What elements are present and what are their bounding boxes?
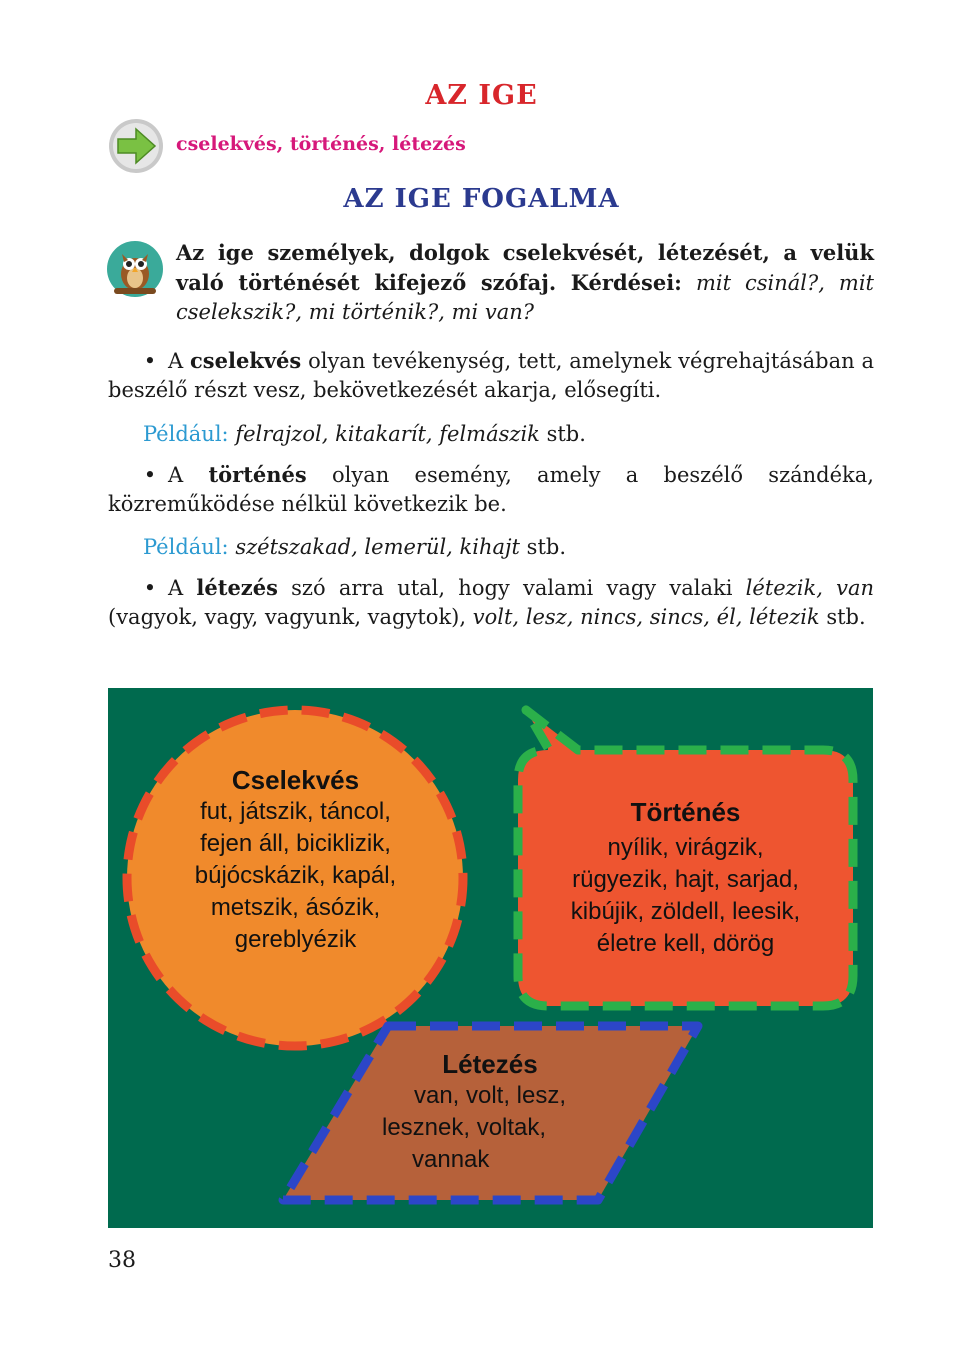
bullet-prefix: A	[168, 349, 184, 373]
bullet-tortenes	[108, 460, 874, 519]
bullet-text: szó arra utal, hogy valami vagy valaki	[291, 576, 733, 600]
bullet-dot: •	[143, 349, 157, 373]
cselekves-box	[148, 764, 443, 956]
tortenes-line: nyílik, virágzik,	[607, 834, 764, 861]
page-title: AZ IGE	[425, 80, 538, 111]
tortenes-line: rügyezik, hajt, sarjad,	[572, 866, 799, 893]
bullet-italic: létezik, van	[745, 576, 874, 600]
cselekves-line: bújócskázik, kapál,	[194, 862, 397, 889]
bullet-letezes	[108, 573, 874, 632]
example-suffix: stb.	[526, 535, 567, 559]
bullet-prefix: A	[168, 576, 184, 600]
example-suffix: stb.	[546, 422, 586, 446]
letezes-box	[370, 1048, 610, 1176]
definition-questions: mit csinál?, mit cselekszik?, mi történik?, mi van?	[176, 271, 874, 324]
example-cselekves	[143, 420, 586, 449]
subtitle: cselekvés, történés, létezés	[176, 133, 466, 155]
cselekves-line: fut, játszik, táncol,	[200, 798, 391, 825]
example-tortenes	[143, 533, 566, 562]
page-number: 38	[108, 1248, 136, 1273]
arrow-right-icon	[108, 118, 164, 174]
tortenes-heading: Történés	[630, 797, 741, 827]
bullet-cselekves	[108, 346, 874, 405]
example-label: Például:	[143, 422, 229, 446]
cselekves-line: gereblyézik	[234, 926, 357, 953]
letezes-line: vannak	[412, 1146, 490, 1173]
tortenes-line: életre kell, dörög	[596, 930, 775, 957]
bullet-prefix: A	[168, 463, 184, 487]
example-words: szétszakad, lemerül, kihajt	[235, 535, 520, 559]
bullet-term: történés	[208, 462, 307, 487]
bullet-term: cselekvés	[190, 348, 302, 373]
tortenes-line: kibújik, zöldell, leesik,	[570, 898, 801, 925]
example-words: felrajzol, kitakarít, felmászik	[235, 422, 540, 446]
letezes-line: van, volt, lesz,	[413, 1082, 567, 1109]
bullet-text: (vagyok, vagy, vagyunk, vagytok),	[108, 605, 467, 629]
definition-bold: Az ige személyek, dolgok cselekvését, létezését, a velük való történését kifejező szófaj. Kérdései:	[176, 240, 874, 295]
section-title: AZ IGE FOGALMA	[343, 184, 620, 214]
letezes-line: lesznek, voltak,	[382, 1114, 547, 1141]
word-category-panel	[108, 688, 873, 1228]
bullet-text: olyan esemény, amely a beszélő szándéka, közreműködése nélkül következik be.	[108, 463, 874, 516]
definition-text	[176, 238, 874, 327]
owl-icon	[106, 240, 164, 298]
cselekves-line: fejen áll, biciklizik,	[200, 830, 391, 857]
bullet-text: stb.	[826, 605, 866, 629]
tortenes-box	[533, 796, 838, 960]
bullet-italic: volt, lesz, nincs, sincs, él, létezik	[472, 605, 820, 629]
bullet-dot: •	[143, 576, 157, 600]
cselekves-heading: Cselekvés	[231, 765, 360, 795]
letezes-heading: Létezés	[442, 1049, 538, 1079]
bullet-text: olyan tevékenység, tett, amelynek végrehajtásában a beszélő részt vesz, bekövetkezését akarja, elősegíti.	[108, 349, 874, 402]
bullet-term: létezés	[196, 575, 278, 600]
cselekves-line: metszik, ásózik,	[210, 894, 381, 921]
bullet-dot: •	[143, 463, 157, 487]
example-label: Például:	[143, 535, 229, 559]
